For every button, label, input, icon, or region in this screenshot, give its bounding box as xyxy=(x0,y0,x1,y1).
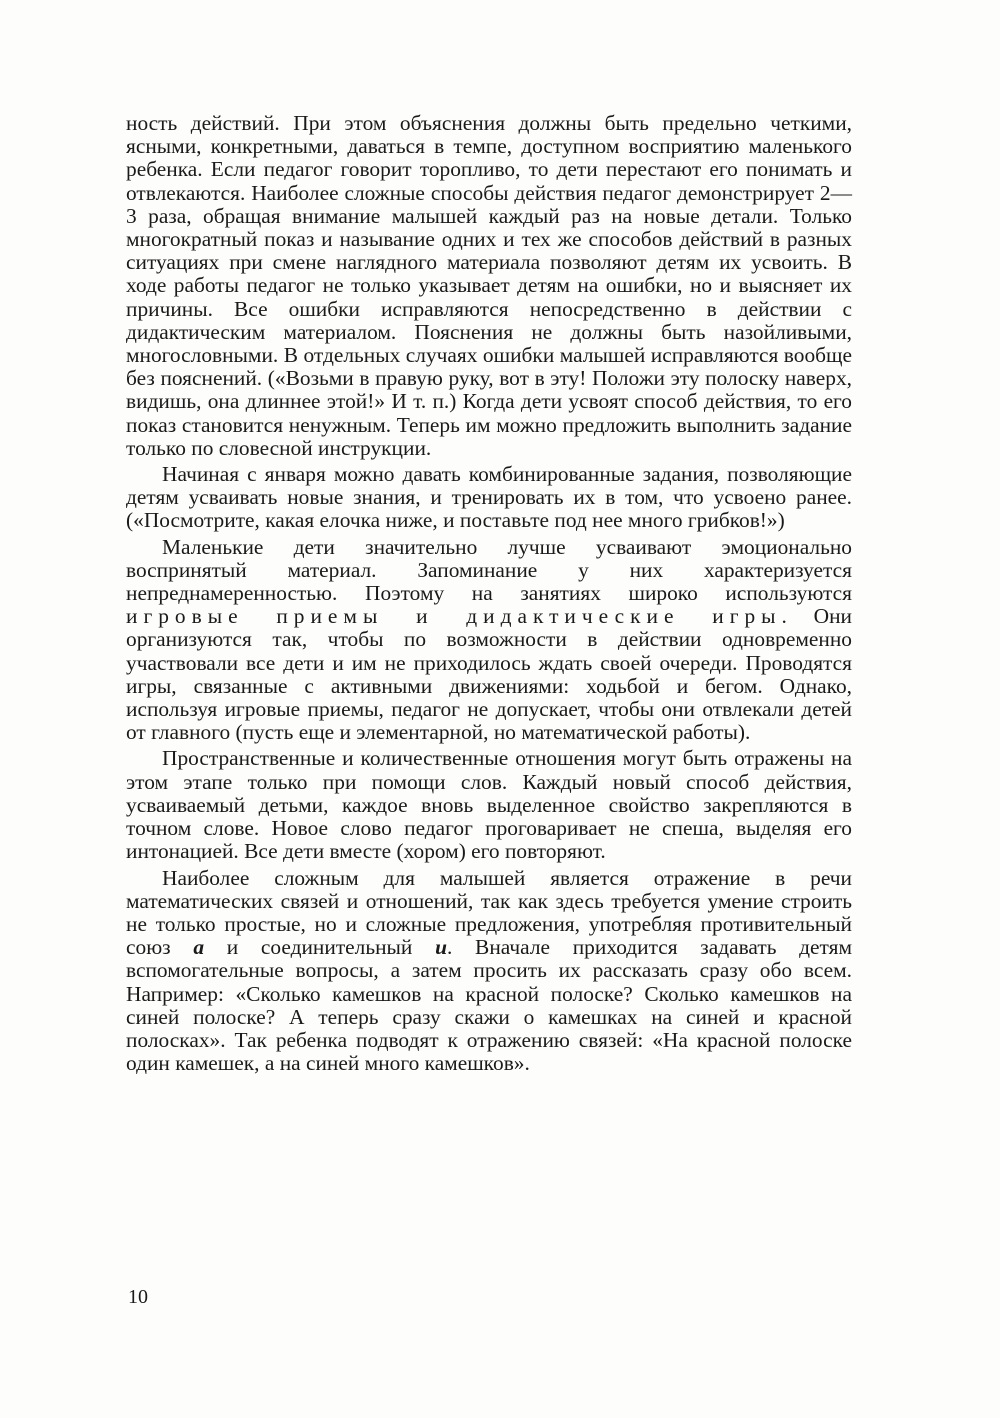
paragraph-5-part-2: и соединительный xyxy=(204,935,436,960)
paragraph-2: Начиная с января можно давать комбинированные задания, позволяющие детям усваивать новые знания, и тренировать их в том, что усвоено ранее. («Посмотрите, какая елочка ниже, и поставьте под нее много грибков!») xyxy=(126,462,852,533)
conjunction-a: а xyxy=(193,935,205,960)
paragraph-3-part-2: . Они организуются так, чтобы по возможности в действии одновременно участвовали все дети и им не приходилось ждать своей очереди. Проводятся игры, связанные с активными движениями: ходьбой и бегом. Однако, используя игровые приемы, педагог не допускает, чтобы они отвлекали детей от главного (пусть еще и элементарной, но математической работы). xyxy=(126,604,852,745)
paragraph-3-part-1: Маленькие дети значительно лучше усваивают эмоционально воспринятый материал. Запоминание у них характеризуется непреднамеренностью. Поэтому на занятиях широко используются xyxy=(126,534,852,606)
paragraph-5 xyxy=(126,867,852,1076)
paragraph-5-part-1: Наиболее сложным для малышей является отражение в речи математических связей и отношений, так как здесь требуется умение строить не только простые, но и сложные предложения, употребляя противительный союз xyxy=(126,865,852,960)
emphasized-term: игровые приемы и дидактические игры xyxy=(126,604,782,629)
body-text xyxy=(126,112,852,1078)
paragraph-1: ность действий. При этом объяснения должны быть предельно четкими, ясными, конкретными, даваться в темпе, доступном восприятию маленького ребенка. Если педагог говорит торопливо, то дети перестают его понимать и отвлекаются. Наиболее сложные способы действия педагог демонстрирует 2—3 раза, обращая внимание малышей каждый раз на новые детали. Только многократный показ и называние одних и тех же способов действий в разных ситуациях при смене наглядного материала позволяют детям их усвоить. В ходе работы педагог не только указывает детям на ошибки, но и выясняет их причины. Все ошибки исправляются непосредственно в действии с дидактическим материалом. Пояснения не должны быть назойливыми, многословными. В отдельных случаях ошибки малышей исправляются вообще без пояснений. («Возьми в правую руку, вот в эту! Положи эту полоску наверх, видишь, она длиннее этой!» И т. п.) Когда дети усвоят способ действия, то его показ становится ненужным. Теперь им можно предложить выполнить задание только по словесной инструкции. xyxy=(126,111,852,460)
paragraph-3 xyxy=(126,536,852,745)
page-number: 10 xyxy=(128,1286,148,1308)
paragraph-4: Пространственные и количественные отношения могут быть отражены на этом этапе только при помощи слов. Каждый новый способ действия, усваиваемый детьми, каждое вновь выделенное свойство закрепляются в точном слове. Новое слово педагог проговаривает не спеша, выделяя его интонацией. Все дети вместе (хором) его повторяют. xyxy=(126,746,852,864)
paragraph-5-part-3: . Вначале приходится задавать детям вспомогательные вопросы, а затем просить их рассказать сразу обо всем. Например: «Сколько камешков на красной полоске? Сколько камешков на синей полоске? А теперь сразу скажи о камешках на синей и красной полосках». Так ребенка подводят к отражению связей: «На красной полоске один камешек, а на синей много камешков». xyxy=(126,935,852,1076)
conjunction-i: и xyxy=(435,935,447,960)
